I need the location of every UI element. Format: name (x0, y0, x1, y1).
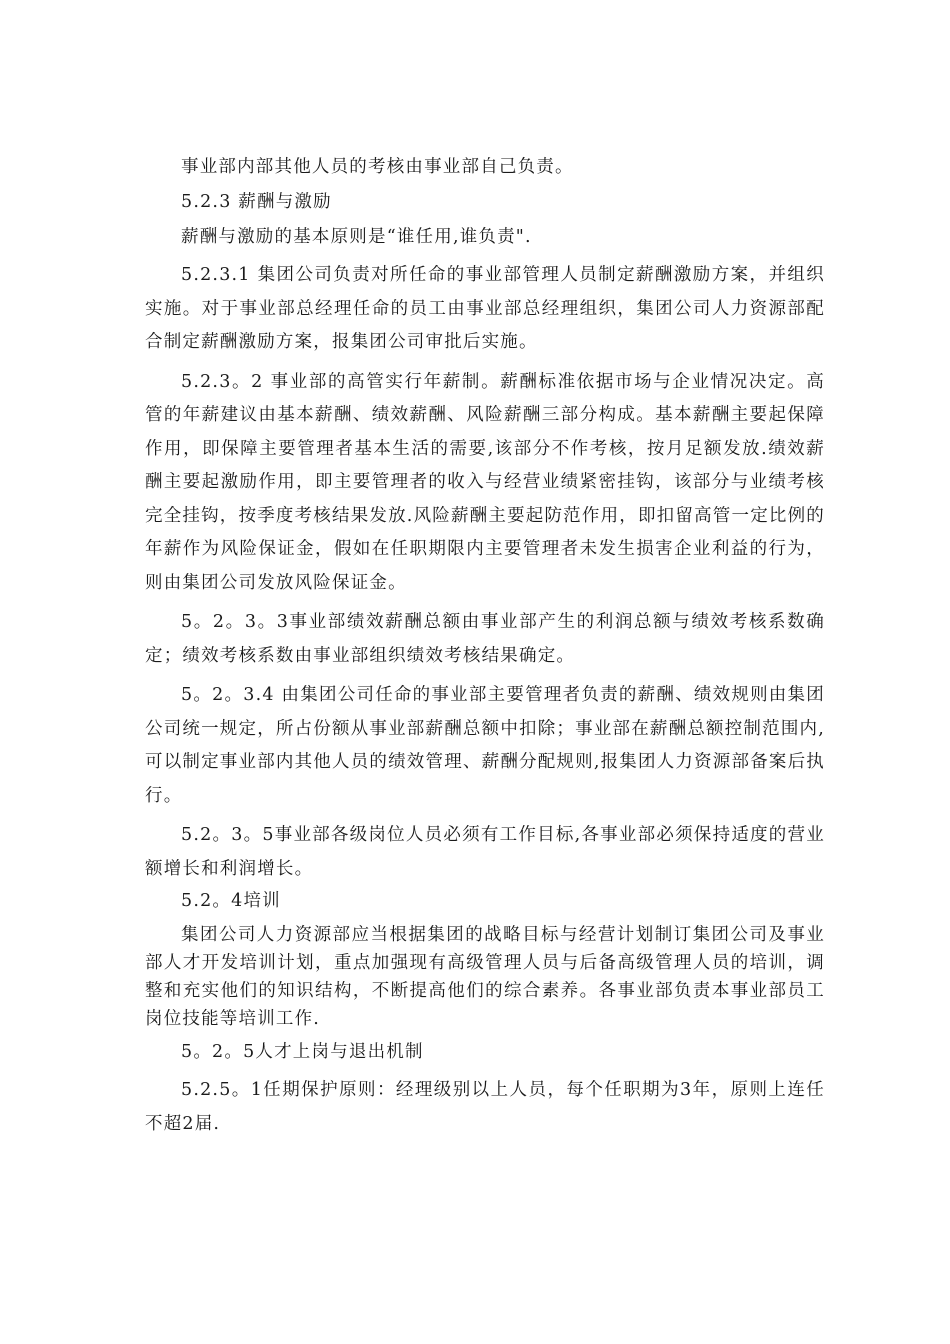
paragraph-5-2-3-2: 5.2.3。2 事业部的高管实行年薪制。薪酬标准依据市场与企业情况决定。高管的年薪建议由基本薪酬、绩效薪酬、风险薪酬三部分构成。基本薪酬主要起保障作用，即保障主要管理者基本生活的需要,该部分不作考核，按月足额发放.绩效薪酬主要起激励作用，即主要管理者的收入与经营业绩紧密挂钩，该部分与业绩考核完全挂钩，按季度考核结果发放.风险薪酬主要起防范作用，即扣留高管一定比例的年薪作为风险保证金，假如在任职期限内主要管理者未发生损害企业利益的行为，则由集团公司发放风险保证金。 (145, 371, 825, 593)
paragraph-principle: 薪酬与激励的基本原则是“谁任用,谁负责". (181, 227, 532, 247)
document-body (145, 152, 825, 1141)
heading-5-2-4: 5.2。4培训 (181, 891, 281, 911)
paragraph-5-2-3-4: 5。2。3.4 由集团公司任命的事业部主要管理者负责的薪酬、绩效规则由集团公司统一规定，所占份额从事业部薪酬总额中扣除；事业部在薪酬总额控制范围内,可以制定事业部内其他人员的绩效管理、薪酬分配规则,报集团人力资源部备案后执行。 (145, 685, 825, 806)
paragraph-5-2-3-1: 5.2.3.1 集团公司负责对所任命的事业部管理人员制定薪酬激励方案，并组织实施。对于事业部总经理任命的员工由事业部总经理组织，集团公司人力资源部配合制定薪酬激励方案，报集团公司审批后实施。 (145, 265, 825, 352)
paragraph-training: 集团公司人力资源部应当根据集团的战略目标与经营计划制订集团公司及事业部人才开发培训计划，重点加强现有高级管理人员与后备高级管理人员的培训，调整和充实他们的知识结构，不断提高他们的综合素养。各事业部负责本事业部员工岗位技能等培训工作. (145, 925, 825, 1029)
paragraph-assessment-note: 事业部内部其他人员的考核由事业部自己负责。 (181, 157, 574, 177)
paragraph-5-2-3-3: 5。2。3。3事业部绩效薪酬总额由事业部产生的利润总额与绩效考核系数确定；绩效考核系数由事业部组织绩效考核结果确定。 (145, 612, 825, 666)
paragraph-5-2-5-1: 5.2.5。1任期保护原则：经理级别以上人员，每个任职期为3年，原则上连任不超2届. (145, 1080, 825, 1134)
heading-5-2-5: 5。2。5人才上岗与退出机制 (181, 1042, 424, 1062)
heading-5-2-3: 5.2.3 薪酬与激励 (181, 192, 332, 212)
paragraph-5-2-3-5: 5.2。3。5事业部各级岗位人员必须有工作目标,各事业部必须保持适度的营业额增长和利润增长。 (145, 825, 825, 879)
